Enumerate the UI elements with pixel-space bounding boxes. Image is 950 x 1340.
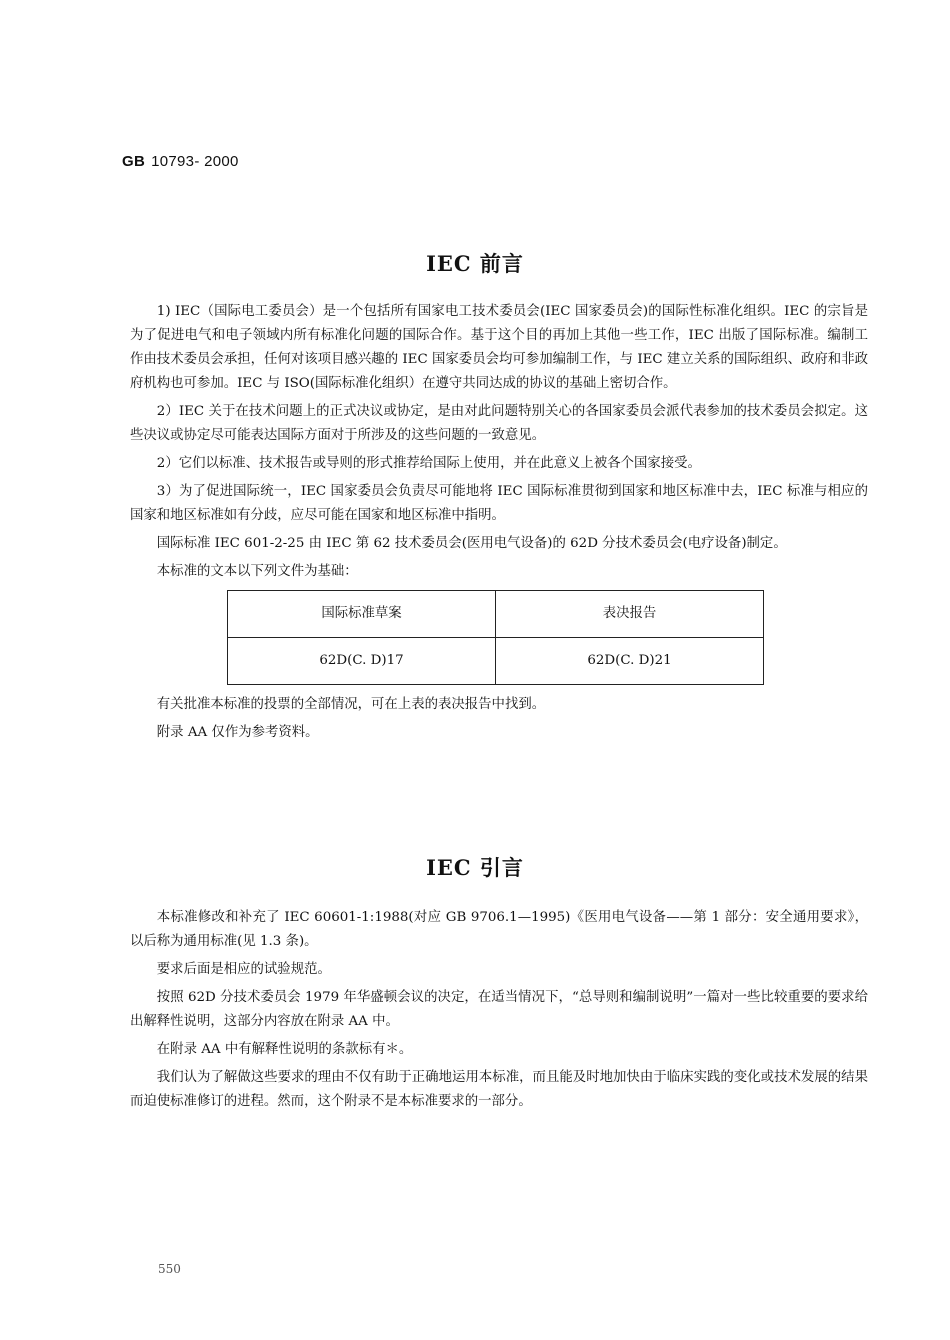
standard-number: 10793- 2000: [151, 153, 239, 170]
introduction-title: IEC 引言: [426, 855, 524, 880]
intro-paragraph-5: 我们认为了解做这些要求的理由不仅有助于正确地运用本标准，而且能及时地加快由于临床实践的变化或技术发展的结果而迫使标准修订的进程。然而，这个附录不是本标准要求的一部分。: [130, 1070, 868, 1109]
table-row: [228, 638, 764, 685]
foreword-paragraph-5: 国际标准 IEC 601-2-25 由 IEC 第 62 技术委员会(医用电气设备)的 62D 分技术委员会(电疗设备)制定。: [156, 536, 787, 551]
table-cell-draft: 62D(C. D)17: [228, 638, 496, 685]
standard-prefix: GB: [122, 153, 146, 170]
foreword-body: [130, 300, 868, 745]
intro-paragraph-2: 要求后面是相应的试验规范。: [156, 962, 331, 977]
intro-paragraph-1: 本标准修改和补充了 IEC 60601-1:1988(对应 GB 9706.1—1995)《医用电气设备——第 1 部分：安全通用要求》，以后称为通用标准(见 1.3 条)。: [130, 910, 868, 949]
table-header-draft: 国际标准草案: [228, 591, 496, 638]
foreword-paragraph-3: 2）它们以标准、技术报告或导则的形式推荐给国际上使用，并在此意义上被各个国家接受。: [156, 456, 701, 471]
foreword-paragraph-4: 3）为了促进国际统一，IEC 国家委员会负责尽可能地将 IEC 国际标准贯彻到国家和地区标准中去，IEC 标准与相应的国家和地区标准如有分歧，应尽可能在国家和地区标准中指明。: [130, 484, 868, 523]
table-cell-vote-report: 62D(C. D)21: [496, 638, 764, 685]
table-header-row: [228, 591, 764, 638]
foreword-paragraph-2: 2）IEC 关于在技术问题上的正式决议或协定，是由对此问题特别关心的各国家委员会派代表参加的技术委员会拟定。这些决议或协定尽可能表达国际方面对于所涉及的这些问题的一致意见。: [130, 404, 868, 443]
table-header-vote-report: 表决报告: [496, 591, 764, 638]
standard-code: [122, 153, 239, 170]
introduction-body: [130, 906, 868, 1114]
foreword-paragraph-1: 1) IEC（国际电工委员会）是一个包括所有国家电工技术委员会(IEC 国家委员会)的国际性标准化组织。IEC 的宗旨是为了促进电气和电子领域内所有标准化问题的国际合作。基于这个目的再加上其他一些工作，IEC 出版了国际标准。编制工作由技术委员会承担，任何对该项目感兴趣的 IEC 国家委员会均可参加编制工作，与 IEC 建立关系的国际组织、政府和非政府机构也可参加。IEC 与 ISO(国际标准化组织）在遵守共同达成的协议的基础上密切合作。: [130, 304, 868, 391]
basis-documents-table: [227, 590, 764, 685]
foreword-paragraph-6: 本标准的文本以下列文件为基础：: [156, 564, 358, 579]
intro-paragraph-3: 按照 62D 分技术委员会 1979 年华盛顿会议的决定，在适当情况下，“总导则和编制说明”一篇对一些比较重要的要求给出解释性说明，这部分内容放在附录 AA 中。: [130, 990, 868, 1029]
page-number: 550: [158, 1262, 181, 1276]
after-table-paragraph-2: 附录 AA 仅作为参考资料。: [156, 725, 319, 740]
after-table-paragraph-1: 有关批准本标准的投票的全部情况，可在上表的表决报告中找到。: [156, 697, 546, 712]
foreword-title: IEC 前言: [426, 251, 524, 276]
intro-paragraph-4: 在附录 AA 中有解释性说明的条款标有＊。: [156, 1042, 413, 1057]
